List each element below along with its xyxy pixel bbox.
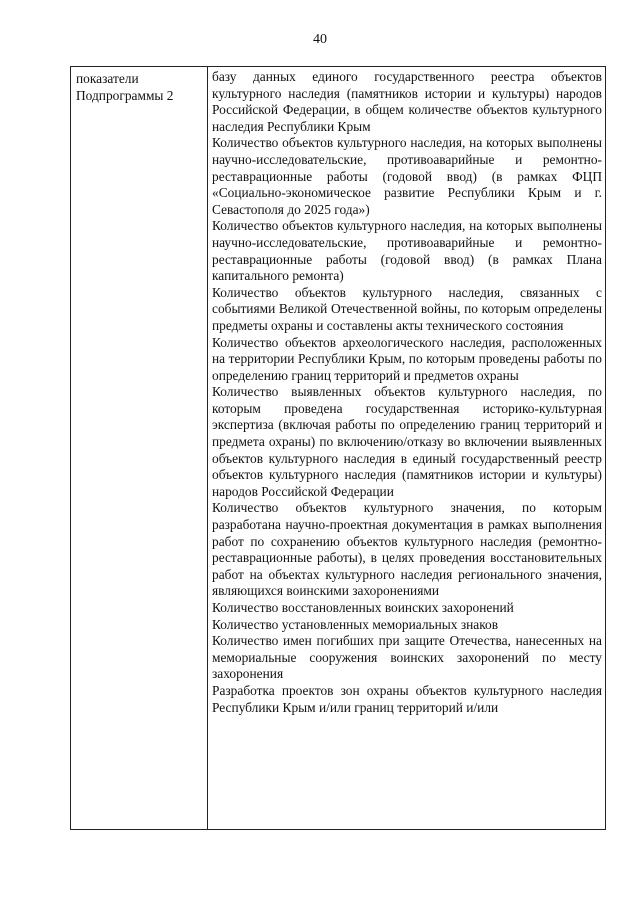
indicator-entry: базу данных единого государственного реестра объектов культурного наследия (памятников истории и культуры) народов Российской Федерации, в общем количестве объектов культурного наследия Республики Крым xyxy=(212,69,602,134)
indicator-entry: Количество объектов культурного наследия, на которых выполнены научно-исследовательские, противоаварийные и ремонтно-реставрационные работы (годовой ввод) (в рамках ФЦП «Социально-экономическое развитие Республики Крым и г. Севастополя до 2025 года») xyxy=(212,135,602,217)
indicator-entry: Количество объектов культурного наследия, на которых выполнены научно-исследовательские, противоаварийные и ремонтно-реставрационные работы (годовой ввод) (в рамках Плана капитального ремонта) xyxy=(212,218,602,284)
table-label-line: показатели xyxy=(76,71,139,86)
indicators-table xyxy=(70,66,606,830)
indicator-entry: Разработка проектов зон охраны объектов культурного наследия Республики Крым и/или границ территорий и/или xyxy=(212,682,602,715)
indicator-entry: Количество восстановленных воинских захоронений xyxy=(212,600,514,615)
column-divider xyxy=(207,67,208,829)
table-label-cell xyxy=(76,70,202,104)
table-content-cell xyxy=(212,69,602,716)
indicator-entry: Количество объектов культурного наследия, связанных с событиями Великой Отечественной войны, по которым определены предметы охраны и составлены акты технического состояния xyxy=(212,284,602,333)
table-label-line: Подпрограммы 2 xyxy=(76,88,174,103)
indicator-entry: Количество объектов культурного значения, по которым разработана научно-проектная документация в рамках выполнения работ по сохранению объектов культурного наследия (ремонтно-реставрационные работы), в целях проведения восстановительных работ на объектах культурного наследия регионального значения, являющихся воинскими захоронениями xyxy=(212,500,602,599)
indicator-entry: Количество установленных мемориальных знаков xyxy=(212,616,499,632)
indicator-entry: Количество имен погибших при защите Отечества, нанесенных на мемориальные сооружения воинских захоронений по месту захоронения xyxy=(212,633,602,682)
page-number: 40 xyxy=(313,32,327,47)
indicator-entry: Количество выявленных объектов культурного наследия, по которым проведена государственная историко-культурная экспертиза (включая работы по определению границ территорий и предмета охраны) по включению/отказу во включении выявленных объектов культурного наследия в единый государственный реестр объектов культурного наследия (памятников истории и культуры) народов Российской Федерации xyxy=(212,384,602,499)
indicator-entry: Количество объектов археологического наследия, расположенных на территории Республики Крым, по которым проведены работы по определению границ территорий и предметов охраны xyxy=(212,334,602,383)
